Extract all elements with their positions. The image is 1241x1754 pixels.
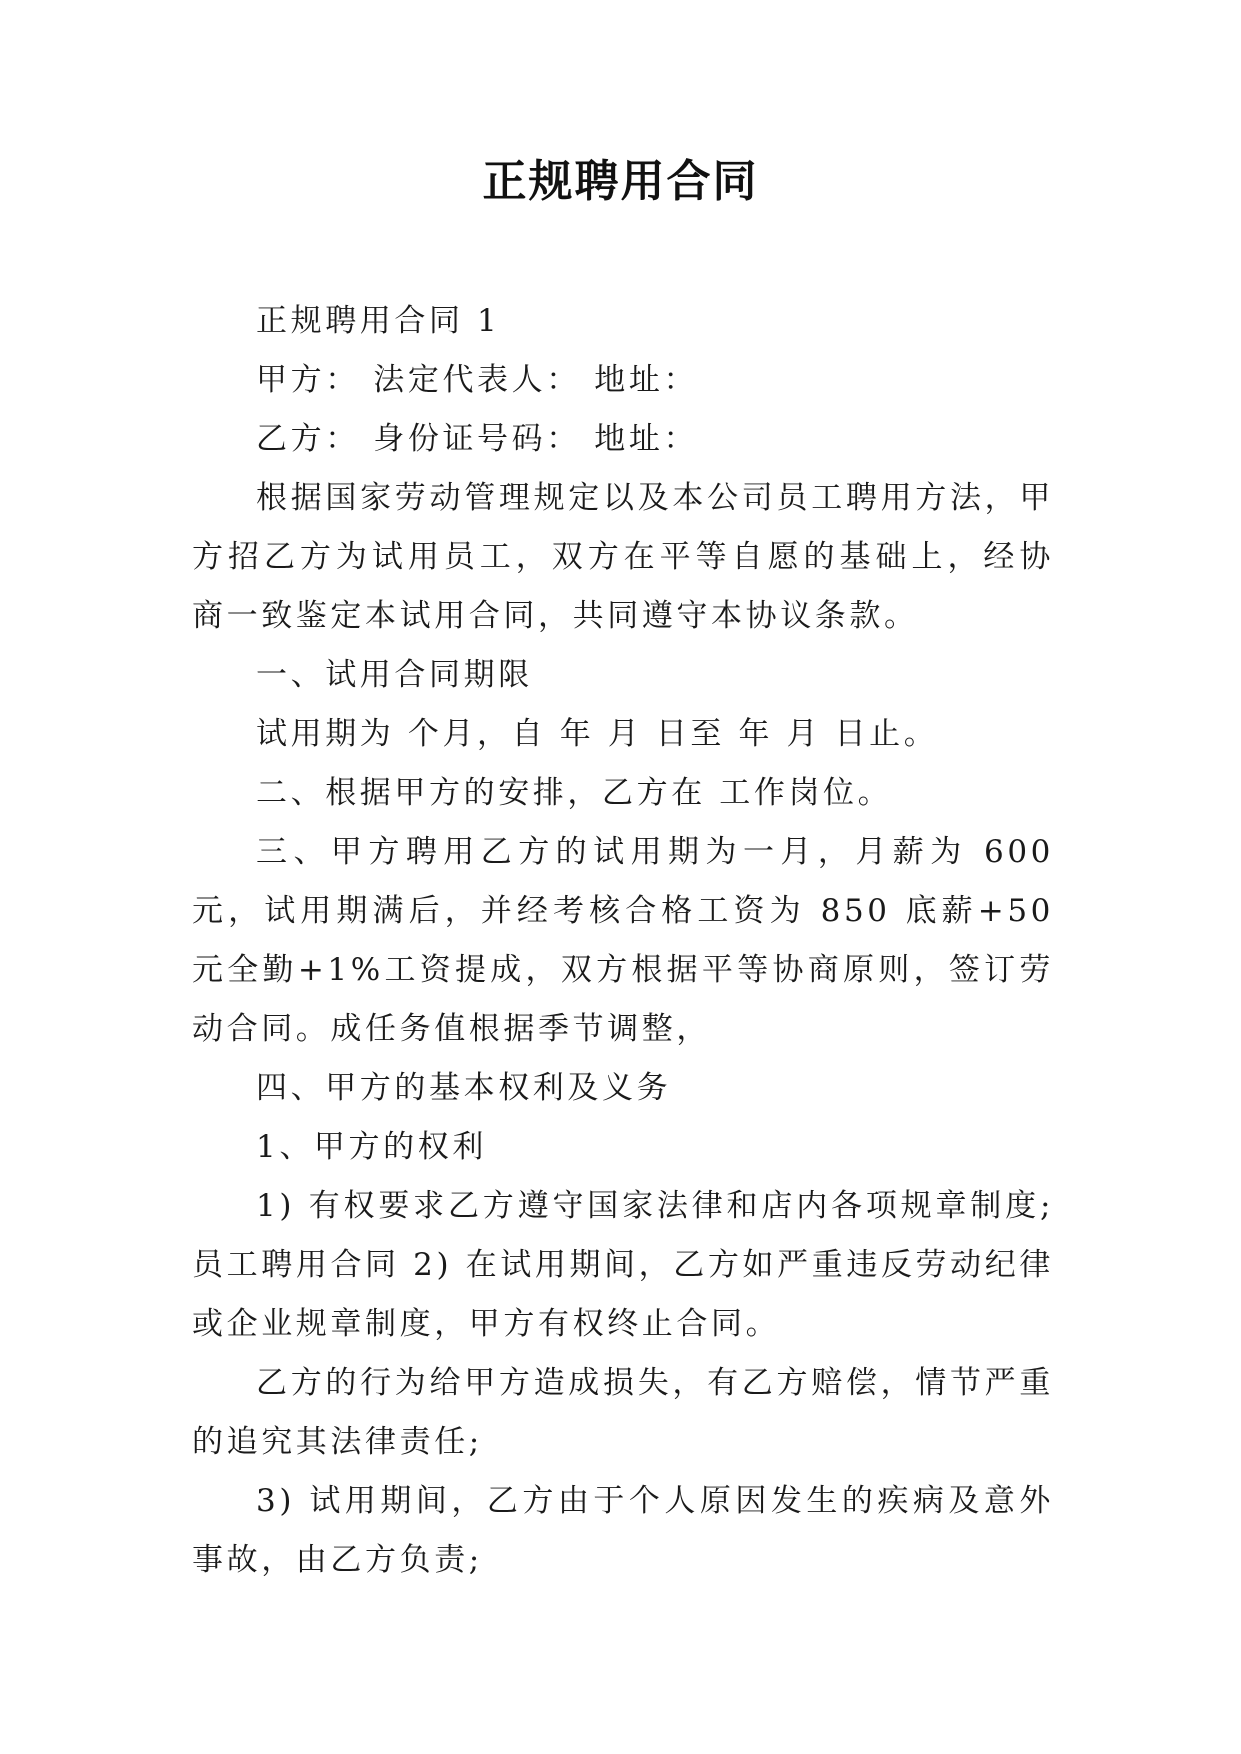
paragraph: 二、根据甲方的安排，乙方在 工作岗位。: [256, 775, 893, 811]
paragraph: 正规聘用合同 1: [256, 303, 501, 339]
paragraph: 三、甲方聘用乙方的试用期为一月，月薪为 600 元，试用期满后，并经考核合格工资为 850 底薪+50 元全勤+1%工资提成，双方根据平等协商原则，签订劳动合同。成任务值根据季节调整，: [192, 834, 1054, 1047]
subsection-heading: 1、甲方的权利: [256, 1129, 487, 1165]
paragraph: 乙方： 身份证号码： 地址：: [256, 421, 699, 457]
section-heading: 一、试用合同期限: [256, 657, 533, 693]
document-body: [192, 292, 1054, 1590]
section-heading: 四、甲方的基本权利及义务: [256, 1070, 672, 1106]
paragraph: 试用期为 个月，自 年 月 日至 年 月 日止。: [256, 716, 939, 752]
document-title: 正规聘用合同: [482, 156, 759, 207]
paragraph: 根据国家劳动管理规定以及本公司员工聘用方法，甲方招乙方为试用员工，双方在平等自愿的基础上，经协商一致鉴定本试用合同，共同遵守本协议条款。: [192, 480, 1054, 634]
paragraph: 甲方： 法定代表人： 地址：: [256, 362, 699, 398]
paragraph: 乙方的行为给甲方造成损失，有乙方赔偿，情节严重的追究其法律责任;: [192, 1365, 1054, 1460]
paragraph: 1) 有权要求乙方遵守国家法律和店内各项规章制度;员工聘用合同 2) 在试用期间，乙方如严重违反劳动纪律或企业规章制度，甲方有权终止合同。: [192, 1188, 1054, 1342]
paragraph: 3) 试用期间，乙方由于个人原因发生的疾病及意外事故，由乙方负责;: [192, 1483, 1054, 1578]
